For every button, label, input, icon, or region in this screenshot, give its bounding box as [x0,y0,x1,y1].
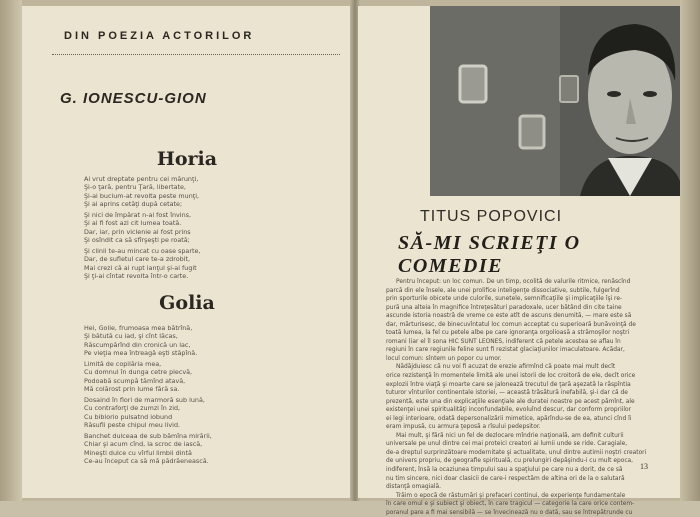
verse-line: Şi ai fi fost azi cit lumea toată. [84,219,182,228]
verse-line: Podoabă scumpă tămînd atavă, [84,376,186,385]
text-line: toată lumea, la fel cu petele albe pe care ignoranţa orgolioasă a strămoşilor noştri [386,330,630,337]
verse-line: Pe vieţia mea întreagă eşti stăpînă. [84,349,198,358]
verse-line: Cu contraforţi de zumzi în zid, [84,404,181,413]
verse-line: Mineşti dulce cu vîrful limbii dintă [84,448,192,457]
book-edge-left [0,0,22,501]
poem-stanza [84,247,324,281]
verse-line: Mă colărost prin lume fără sa. [84,385,180,394]
verse-line: Banchet dulceaa de sub bămîna mirării, [84,432,212,440]
verse-line: Şi ai aprins cetăţi după cetate; [84,200,183,209]
header-divider [52,54,340,55]
verse-line: Şi clinii te-au mincat cu oase sparte, [84,247,201,255]
text-line: explozii între viaţă şi moarte care se jalonează trecutul de ţară aşezată la răspîntia [386,381,631,388]
text-line: Pentru început: un loc comun. De un timp, ocolită de valurile ritmice, renăscînd [396,279,631,285]
text-line: locul comun: sîntem un popor cu umor. [386,355,502,362]
portrait-image [430,6,680,196]
text-line: Nădăjduiesc că nu voi fi acuzat de erezie afirmînd că poate mai mult decît [396,364,616,371]
poem-stanza [84,432,324,466]
poem-title-horia: Horia [156,148,218,170]
verse-line: Dar, de sufletul care te-a zdrobit, [84,255,190,264]
text-line: prezentă, este una din explicaţiile esenţiale ale duratei noastre pe acest pămînt, ale [386,398,635,405]
verse-line: Chiar şi acum cînd, la scroc de iască, [84,440,203,449]
verse-line: Răsufli peste chipul meu livid. [84,421,181,430]
verse-line: Hei, Golie, frumoasa mea bătrînă, [84,324,193,332]
text-line: prin sporturile obicete unde culorile, sunetele, semnificaţiile şi implicaţiile îşi re- [386,296,623,303]
left-page [22,6,352,498]
text-line: existenţei unei spiritualităţi inconfundabile, evoluînd descur, dar conform propriilor [386,407,632,414]
text-line: orice rezistenţă în momentele limită ale unei istorii de loc croitoră de ele, decît orice [386,373,636,380]
poem-stanza [84,175,324,209]
verse-line: Răscumpărînd din cronică un lac, [84,340,191,349]
text-line: de univers propriu, de geografie spirituală, cu prelungiri depăşindu-i cu mult epoca, [386,458,634,465]
text-line: pură una alteia în magnifice întreţesături paradoxale, ucer bătănd din cite taine [386,304,622,311]
verse-line: Cu biblorio pulsatnd iobund [84,412,173,421]
text-line: eram impusă, cu armura ţeposă a rîsului pedepsitor. [386,424,541,431]
verse-line: Mai crezi că ai rupt lanţul şi-ai fugit [84,263,197,272]
verse-line: Şi osîndit ca să sfîrşeşti pe roată; [84,236,190,245]
verse-line: Şi-ai bucium-at revolta peste munţi, [84,191,200,200]
text-line: Mai mult, şi fără nici un fel de dezlocare mîndrie naţională, am definit culturii [396,432,624,439]
text-line: distanţă omagială. [386,484,441,491]
book-edge-right [680,0,700,501]
verse-line: Dar, iar, prin vicleniе ai fost prins [84,227,191,236]
text-line: indiferent, însă la ocaziunea timpului sau a spaţiului pe care nu a dorit, de ce să [386,467,623,474]
verse-line: Dosaind în flori de marmoră sub lună, [84,396,205,404]
article-author: TITUS POPOVICI [420,208,563,225]
text-line: nu tim sincere, nici doar clasicii de care-i respectăm de altina ori de la o salutară [386,475,625,482]
verse-line: Cu domnul în dunga cetre plecvă, [84,368,193,377]
section-header: DIN POEZIA ACTORILOR [64,30,255,42]
text-line: regiuni în care regiunile feline sunt fi rezistat glaciaţiunilor imaculatoare. Acădar, [386,347,625,354]
poem-stanza [84,360,324,394]
poet-name: G. IONESCU-GION [60,90,207,107]
verse-line: Ai vrut dreptate pentru cei mărunţi, [84,175,199,183]
article-title: SĂ-MI SCRIEŢI O COMEDIE [398,232,581,277]
text-line: în care omul e şi subiect şi obiect, în care tragicul — categorie la care orice contem- [386,501,635,508]
verse-line: Şi-o ţară, pentru Ţară, libertate, [84,183,186,192]
text-line: romani (iar el îl sona HIC SUNT LEONES, indiferent că petele acestea se aflau în [386,338,621,345]
text-line: ascunde istoria noastră de vreme ce este atît de ascuns denumită, — mare este să [386,313,632,320]
article-body [386,278,668,517]
verse-line: Limită de copilăria mea, [84,360,162,368]
text-line: de-a dreptul surprinzătoare modernitate şi actualitate, unul dintre autimii noştri creatori [386,449,647,456]
poem-stanza [84,211,324,245]
right-page [358,6,680,516]
verse-line: Şi bătută cu iad, şi cînt lăcas, [84,332,178,341]
verse-line: Şi nici de împărat n-ai fost învins, [84,211,191,219]
verse-line: Ce-au început ca să mă pădrăenească. [84,457,209,466]
text-line: ei legi interioare, odată depersonalizării mimetice, apărîndu-se de ea, atunci cînd îi [386,415,632,422]
author-portrait-photo [430,6,680,196]
text-line: dar, mărturisesc, de binecuvîntatul loc comun acceptat cu superioară bunăvoinţă de [386,321,636,328]
text-line: parcă din ele însele, ale unei prolifice inteligenţe dissociative, subtile, fulgerînd [386,287,620,294]
text-line: poranul pare a fi mai sensibilă — se învecinează nu o dată, sau se întrepătrunde cu [386,509,633,516]
poem-title-golia: Golia [159,292,215,314]
page-number: 13 [640,462,648,471]
text-line: universale pe unul dintre cei mai proteici creatori ai lumii unde se ride. Caragiale, [386,441,628,448]
poem-stanza [84,324,324,358]
verse-line: Şi ţi-ai cîntat revolta într-o carte. [84,272,189,281]
text-line: Trăim o epocă de răsturnări şi prefaceri continui, de experienţe fundamentale [396,492,626,499]
text-line: tuturor vînturilor continentale istoriei, — această trăsătură inefabilă, şi-i dar că de [386,390,628,397]
poem-stanza [84,396,324,430]
